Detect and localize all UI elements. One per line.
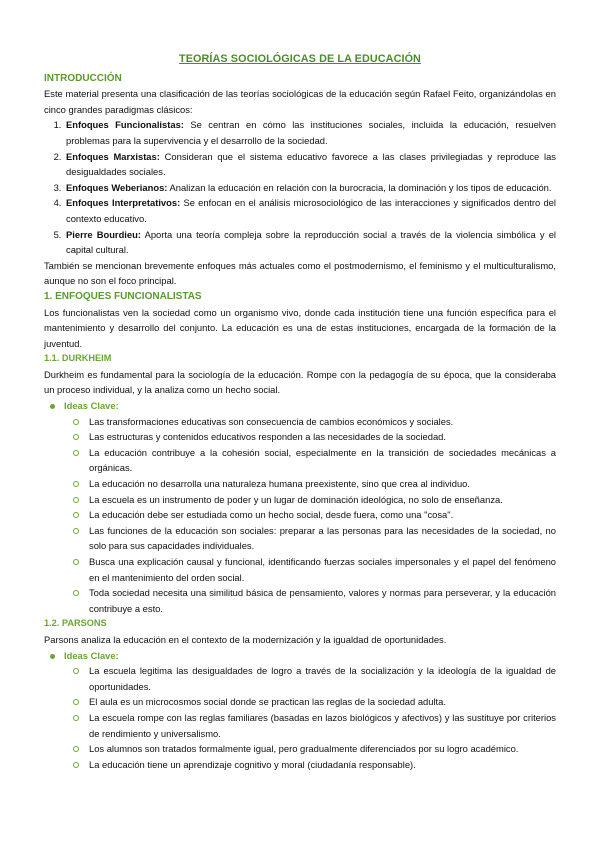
paradigm-item bbox=[64, 227, 556, 258]
idea-text: La escuela legitima las desigualdades de logro a través de la socialización y la ideología de la igualdad de oportunidades. bbox=[89, 665, 556, 692]
circle-bullet-icon bbox=[73, 497, 79, 503]
bullet-dot-icon bbox=[50, 654, 55, 659]
paradigm-desc: Se centran en cómo las instituciones sociales, incluida la educación, resuelven problemas para la supervivencia y el desarrollo de la sociedad. bbox=[66, 119, 557, 146]
circle-bullet-icon bbox=[73, 512, 79, 518]
idea-text: Los alumnos son tratados formalmente igual, pero gradualmente diferenciados por su logro académico. bbox=[89, 743, 519, 755]
paradigm-term: Enfoques Marxistas: bbox=[66, 150, 160, 162]
ideas-clave-item bbox=[64, 398, 556, 616]
idea-text: Las estructuras y contenidos educativos responden a las necesidades de la sociedad. bbox=[89, 431, 446, 443]
list-item bbox=[89, 429, 556, 445]
ideas-clave-label: Ideas Clave: bbox=[64, 649, 119, 661]
ideas-clave-label: Ideas Clave: bbox=[64, 400, 119, 412]
document-title: TEORÍAS SOCIOLÓGICAS DE LA EDUCACIÓN bbox=[179, 53, 421, 65]
durkheim-paragraph: Durkheim es fundamental para la sociología de la educación. Rompe con la pedagogía de su época, que la consideraba un proceso individual, y la analiza como un hecho social. bbox=[44, 368, 556, 396]
bullet-dot-icon bbox=[50, 404, 55, 409]
circle-bullet-icon bbox=[73, 528, 79, 534]
paradigm-item bbox=[64, 180, 556, 196]
paradigm-desc: Analizan la educación en relación con la burocracia, la dominación y los tipos de educación. bbox=[167, 181, 552, 193]
heading-enfoques-funcionalistas: 1. ENFOQUES FUNCIONALISTAS bbox=[44, 290, 202, 302]
paradigm-item bbox=[64, 195, 556, 226]
paradigm-term: Pierre Bourdieu: bbox=[66, 228, 141, 240]
durkheim-ideas-list bbox=[44, 398, 556, 616]
idea-text: El aula es un microcosmos social donde se practican las reglas de la sociedad adulta. bbox=[89, 696, 446, 708]
intro-paragraph: Este material presenta una clasificación de las teorías sociológicas de la educación según Rafael Feito, organizándolas en cinco grandes paradigmas clásicos: bbox=[44, 88, 556, 115]
paradigm-term: Enfoques Funcionalistas: bbox=[66, 119, 184, 131]
list-item bbox=[89, 476, 556, 492]
circle-bullet-icon bbox=[73, 668, 79, 674]
list-item bbox=[89, 694, 556, 710]
paradigms-list bbox=[44, 117, 556, 257]
paradigm-term: Enfoques Interpretativos: bbox=[66, 197, 181, 209]
circle-bullet-icon bbox=[73, 715, 79, 721]
idea-text: La educación debe ser estudiada como un hecho social, desde fuera, como una "cosa". bbox=[89, 509, 454, 521]
circle-bullet-icon bbox=[73, 559, 79, 565]
paradigm-desc: Aporta una teoría compleja sobre la reproducción social a través de la violencia simbólica y el capital cultural. bbox=[66, 228, 556, 256]
idea-text: Toda sociedad necesita una similitud básica de pensamiento, valores y normas para perseverar, y la educación contribuye a esto. bbox=[89, 587, 556, 614]
circle-bullet-icon bbox=[73, 481, 79, 487]
idea-text: La educación no desarrolla una naturaleza humana preexistente, sino que crea al individuo. bbox=[89, 478, 470, 490]
idea-text: Las transformaciones educativas son consecuencia de cambios económicos y sociales. bbox=[89, 415, 454, 427]
circle-bullet-icon bbox=[73, 590, 79, 596]
idea-text: Las funciones de la educación son sociales: preparar a las personas para las necesidades de la sociedad, no solo para sus capacidades individuales. bbox=[89, 524, 556, 552]
idea-text: La escuela rompe con las reglas familiares (basadas en lazos biológicos y afectivos) y las sustituye por criterios de rendimiento y universalismo. bbox=[89, 711, 556, 739]
heading-parsons: 1.2. PARSONS bbox=[44, 618, 107, 629]
paradigm-item bbox=[64, 117, 556, 148]
list-item bbox=[89, 757, 556, 773]
idea-text: La educación tiene un aprendizaje cognitivo y moral (ciudadanía responsable). bbox=[89, 758, 416, 770]
paradigm-desc: Consideran que el sistema educativo favorece a las clases privilegiadas y reproduce las desigualdades sociales. bbox=[66, 150, 556, 178]
idea-text: Busca una explicación causal y funcional, identificando fuerzas sociales impersonales y el papel del fenómeno en el mantenimiento del orden social. bbox=[89, 556, 556, 583]
list-item bbox=[89, 523, 556, 554]
ideas-clave-item bbox=[64, 648, 556, 773]
circle-bullet-icon bbox=[73, 434, 79, 440]
paradigm-term: Enfoques Weberianos: bbox=[66, 181, 168, 193]
list-item bbox=[89, 710, 556, 741]
list-item bbox=[89, 663, 556, 694]
heading-introduccion: INTRODUCCIÓN bbox=[44, 72, 122, 84]
list-item bbox=[89, 585, 556, 616]
paradigm-item bbox=[64, 149, 556, 180]
heading-durkheim: 1.1. DURKHEIM bbox=[44, 353, 112, 364]
list-item bbox=[89, 445, 556, 476]
paradigm-desc: Se enfocan en el análisis microsociológico de las interacciones y significados dentro del contexto educativo. bbox=[66, 197, 556, 224]
idea-text: La educación contribuye a la cohesión social, especialmente en la transición de sociedades mecánicas a orgánicas. bbox=[89, 446, 556, 474]
list-item bbox=[89, 507, 556, 523]
idea-text: La escuela es un instrumento de poder y un lugar de dominación ideológica, no solo de enseñanza. bbox=[89, 493, 503, 505]
list-item bbox=[89, 554, 556, 585]
parsons-ideas-list bbox=[44, 648, 556, 773]
circle-bullet-icon bbox=[73, 450, 79, 456]
intro-closing-paragraph: También se mencionan brevemente enfoques más actuales como el postmodernismo, el feminismo y el multiculturalismo, aunque no son el foco principal. bbox=[44, 259, 556, 287]
list-item bbox=[89, 414, 556, 430]
list-item bbox=[89, 492, 556, 508]
circle-bullet-icon bbox=[73, 419, 79, 425]
circle-bullet-icon bbox=[73, 699, 79, 705]
funcionalistas-paragraph: Los funcionalistas ven la sociedad como un organismo vivo, donde cada institución tiene una función específica para el mantenimiento y desarrollo del conjunto. La educación es una de estas instituciones, encargada de la formación de la juventud. bbox=[44, 306, 556, 349]
parsons-paragraph: Parsons analiza la educación en el contexto de la modernización y la igualdad de oportunidades. bbox=[44, 633, 447, 645]
circle-bullet-icon bbox=[73, 762, 79, 768]
circle-bullet-icon bbox=[73, 746, 79, 752]
list-item bbox=[89, 741, 556, 757]
parsons-sub-list bbox=[64, 663, 556, 772]
durkheim-sub-list bbox=[64, 414, 556, 617]
